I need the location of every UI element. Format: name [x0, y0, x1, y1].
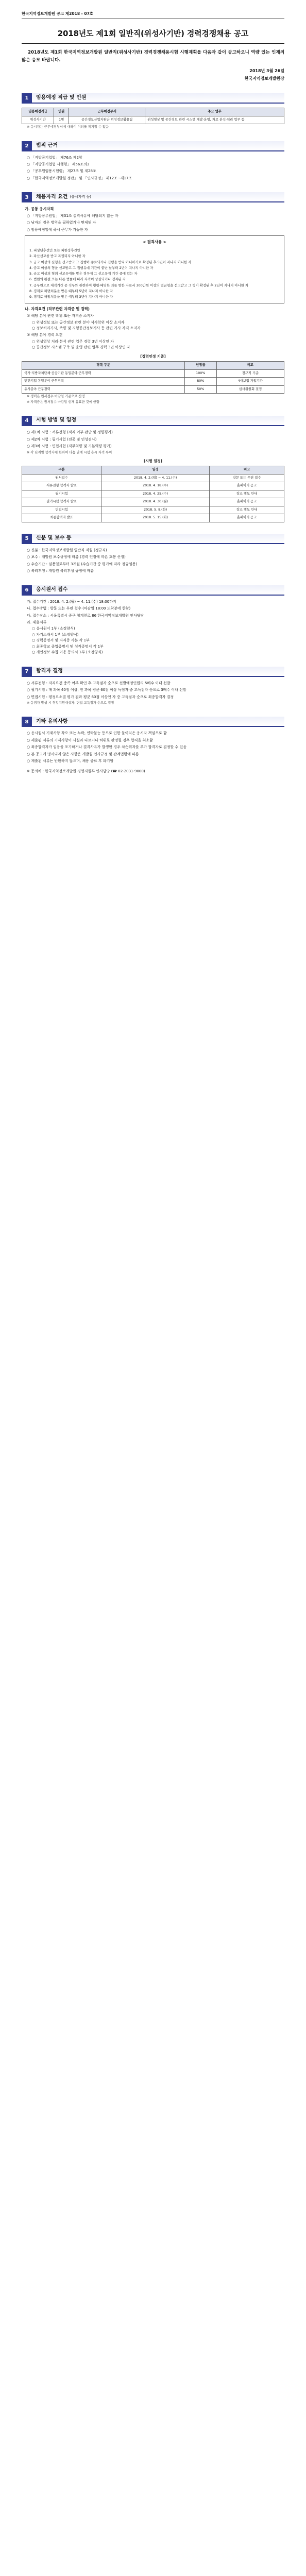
- list-item: ② 해당 분야 경력 요건: [27, 333, 63, 337]
- list-item: ○ 응시원서 기재사항 착오 또는 누락, 연락불능 등으로 인한 불이익은 응시자 책임으로 함: [27, 731, 167, 736]
- table-cell: 80%: [184, 378, 216, 386]
- section-2: [22, 141, 284, 181]
- list-item: ○ 서류전형 : 자격요건 충족 여부 확인 후 고득점자 순으로 선발예정인원의 5배수 이내 선발: [27, 681, 171, 685]
- list-item: ○ 최종학교 졸업증명서 및 성적증명서 각 1부: [32, 644, 104, 649]
- table-cell: 필기시험 합격자 발표: [22, 498, 101, 506]
- list-item: ○ 제2차 시험 : 필기시험 (전공 및 인성검사): [27, 437, 97, 442]
- subsection-title: 나. 자격요건 (직무관련 자격증 및 경력): [25, 307, 90, 312]
- section-title: 시험 방법 및 일정: [32, 416, 284, 426]
- issuing-org: 한국지역정보개발원장: [244, 76, 284, 81]
- table-header: 근무예정부서: [69, 108, 145, 116]
- section-number: 2: [22, 141, 32, 151]
- table-cell: 홈페이지 공고: [210, 498, 284, 506]
- table-row: [22, 369, 284, 378]
- table-row: [22, 498, 284, 506]
- table-cell: 홈페이지 공고: [210, 514, 284, 522]
- list-item: 나. 접수방법 : 방문 또는 우편 접수 (마감일 18:00 도착분에 한함): [27, 606, 131, 611]
- list-item: ○ 「공무원임용시험령」 제27조 및 제28조: [27, 169, 96, 174]
- list-note: ※ 각 단계별 합격자에 한하여 다음 단계 시험 응시 자격 부여: [27, 450, 112, 454]
- section-3: [22, 192, 284, 404]
- table-caption: [경력인정 기준]: [140, 354, 166, 359]
- table-note: ※ 자격증은 원서접수 마감일 현재 유효한 것에 한함: [27, 400, 99, 404]
- table-cell: 2018. 4. 18.(수): [101, 482, 210, 490]
- table-cell: 2018. 4. 25.(수): [101, 490, 210, 498]
- section-title: 합격자 결정: [32, 667, 284, 677]
- list-item: ○ 제3차 시험 : 면접시험 (직무역량 및 기본역량 평가): [27, 444, 112, 449]
- disqualification-box: [25, 235, 284, 303]
- box-item: 3. 금고 이상의 실형을 선고받고 그 집행이 종료되거나 집행을 받지 아니하기로 확정된 후 5년이 지나지 아니한 자: [29, 260, 192, 264]
- table-cell: 2018. 5. 8.(화): [101, 506, 210, 514]
- list-item: 다. 접수장소 : 서울특별시 중구 청계천로 86 한국지역정보개발원 인사담당: [27, 613, 144, 618]
- section-number: 4: [22, 416, 32, 426]
- list-item: ○ 제1차 시험 : 서류전형 (적격 여부 판단 및 정량평가): [27, 430, 113, 435]
- list-item: ○ 본 공고에 명시되지 않은 사항은 개발원 인사규정 및 관계법령에 따름: [27, 752, 139, 756]
- section-title: 임용예정 직급 및 인원: [32, 93, 284, 104]
- section-header: [22, 192, 284, 202]
- list-item: ○ 「지방공무원법」 제31조 결격사유에 해당되지 않는 자: [27, 214, 118, 218]
- table-cell: 2018. 4. 30.(월): [101, 498, 210, 506]
- table-header: 일정: [101, 466, 210, 474]
- box-item: 1. 피성년후견인 또는 피한정후견인: [29, 248, 80, 253]
- list-item: ① 해당 분야 관련 학위 또는 자격증 소지자: [27, 314, 94, 318]
- table-header: 주요 업무: [145, 108, 284, 116]
- table-cell: 유사분야 근무경력: [22, 385, 185, 394]
- section-number: 3: [22, 192, 32, 202]
- section-number: 8: [22, 717, 32, 727]
- table-cell: 홈페이지 공고: [210, 482, 284, 490]
- table-header: 인원: [54, 108, 69, 116]
- table-cell: 민간기업 동일분야 근무경력: [22, 378, 185, 386]
- table-row: [22, 482, 284, 490]
- list-item: ○ 면접시험 : 평정요소별 평가 결과 평균 60점 이상인 자 중 고득점자 순으로 최종합격자 결정: [27, 694, 174, 699]
- list-item: ○ 자기소개서 1부 (소정양식): [32, 632, 79, 637]
- table-cell: 필기시험: [22, 490, 101, 498]
- box-item: 5. 금고 이상의 형의 선고유예를 받은 경우에 그 선고유예 기간 중에 있는 자: [29, 272, 138, 276]
- list-item: ○ 공간정보 시스템 구축 및 운영 관련 업무 경력 3년 이상인 자: [32, 345, 130, 350]
- table-cell: 위성영상 및 공간정보 관련 시스템 개발·운영, 자료 분석·처리 업무 등: [145, 116, 284, 124]
- list-item: ○ 남자의 경우 병역을 필하였거나 면제된 자: [27, 221, 96, 225]
- table-cell: 공간정보산업지원단 위성정보활용팀: [69, 116, 145, 124]
- list-item: 라. 제출서류: [27, 620, 47, 624]
- section-header: [22, 667, 284, 677]
- table-cell: 심사위원회 결정: [216, 385, 284, 394]
- section-number: 1: [22, 93, 32, 104]
- box-item: 6. 법원의 판결 또는 다른 법률에 따라 자격이 상실되거나 정지된 자: [29, 277, 126, 282]
- table-cell: 1명: [54, 116, 69, 124]
- table-cell: 면접시험: [22, 506, 101, 514]
- section-8: [22, 717, 284, 774]
- subsection-title: 가. 공통 응시자격: [25, 207, 54, 212]
- table-cell: 2018. 4. 2.(월) ~ 4. 11.(수): [101, 474, 210, 482]
- notice-date: 2018년 3월 26일: [249, 69, 284, 74]
- list-item: ○ 보수 : 개발원 보수규정에 따름 (경력 인정에 따른 호봉 산정): [27, 555, 126, 560]
- section-header: [22, 93, 284, 104]
- table-header: 임용예정직급: [22, 108, 54, 116]
- table-row: [22, 490, 284, 498]
- career-table: [22, 361, 284, 394]
- box-item: 8. 징계로 파면처분을 받은 때부터 5년이 지나지 아니한 자: [29, 289, 113, 293]
- section-number: 6: [22, 585, 32, 596]
- section-header: [22, 534, 284, 544]
- table-row: [22, 514, 284, 522]
- list-item: ○ 응시원서 1부 (소정양식): [32, 626, 75, 631]
- section-title: 기타 유의사항: [32, 717, 284, 727]
- list-item: ○ 위성영상 처리·분석 관련 업무 경력 3년 이상인 자: [32, 339, 114, 344]
- table-cell: 장소 별도 안내: [210, 490, 284, 498]
- table-cell: 서류전형 합격자 발표: [22, 482, 101, 490]
- table-cell: 4대보험 가입기간: [216, 378, 284, 386]
- table-cell: 최종합격자 발표: [22, 514, 101, 522]
- section-7: [22, 667, 284, 706]
- table-row: [22, 116, 284, 124]
- list-item: ○ 「지방공기업법」 제76조 제2항: [27, 155, 82, 160]
- list-item: ○ 「한국지역정보개발원 정관」 및 「인사규정」 제12조~제17조: [27, 176, 132, 180]
- table-header: 비고: [216, 362, 284, 370]
- table-header: 경력 구분: [22, 362, 185, 370]
- list-item: ○ 신분 : 한국지역정보개발원 일반직 직원 (정규직): [27, 548, 107, 552]
- section-subtitle: (응시자격 등): [70, 194, 91, 199]
- list-item: ○ 필기시험 : 매 과목 40점 이상, 전 과목 평균 60점 이상 득점자 중 고득점자 순으로 3배수 이내 선발: [27, 688, 186, 692]
- table-cell: 방문 또는 우편 접수: [210, 474, 284, 482]
- list-item: ○ 수습기간 : 임용일로부터 3개월 (수습기간 중 평가에 따라 정규임용): [27, 562, 138, 566]
- title-divider: [22, 43, 284, 44]
- section-5: [22, 534, 284, 574]
- page-title: 2018년도 제1회 일반직(위성사기반) 경력경쟁채용 공고: [57, 29, 249, 39]
- schedule-table: [22, 466, 284, 522]
- table-cell: 100%: [184, 369, 216, 378]
- table-row: [22, 474, 284, 482]
- table-cell: 원서접수: [22, 474, 101, 482]
- position-table: [22, 108, 284, 124]
- table-row: [22, 385, 284, 394]
- table-cell: 위성사기반: [22, 116, 54, 124]
- list-item: ○ 위성정보 또는 공간정보 관련 분야 석사학위 이상 소지자: [32, 320, 125, 325]
- table-note: ※ 경력은 원서접수 마감일 기준으로 산정: [27, 395, 85, 399]
- section-6: [22, 585, 284, 655]
- list-item: ○ 경력증명서 및 자격증 사본 각 1부: [32, 638, 90, 643]
- table-row: [22, 506, 284, 514]
- list-item: ○ 최종합격자가 임용을 포기하거나 결격사유가 발생한 경우 차순위자를 추가 합격자로 결정할 수 있음: [27, 745, 187, 750]
- box-item: 2. 파산선고를 받고 복권되지 아니한 자: [29, 254, 86, 259]
- section-title: 신분 및 보수 등: [32, 534, 284, 544]
- table-row: [22, 378, 284, 386]
- list-item: ○ 「지방공기업법 시행령」 제56조의3: [27, 162, 90, 166]
- section-title: [32, 192, 284, 202]
- table-cell: 국가·지방자치단체·공공기관 동일분야 근무경력: [22, 369, 185, 378]
- section-number: 5: [22, 534, 32, 544]
- list-item: ○ 제출된 서류는 반환하지 않으며, 채용 종료 후 파기함: [27, 759, 114, 764]
- box-item: 4. 금고 이상의 형을 선고받고 그 집행유예 기간이 끝난 날부터 2년이 지나지 아니한 자: [29, 265, 154, 270]
- section-header: [22, 141, 284, 151]
- table-cell: 정규직 기준: [216, 369, 284, 378]
- section-4: [22, 416, 284, 522]
- notice-number: 한국지역정보개발원 공고 제2018 - 07호: [22, 0, 284, 19]
- list-item: ○ 복리후생 : 개발원 복리후생 규정에 따름: [27, 569, 94, 573]
- box-item: 7. 공무원으로 재직기간 중 직무와 관련하여 횡령·배임한 죄를 범한 자로서 300만원 이상의 벌금형을 선고받고 그 형이 확정된 후 2년이 지나지 아니한 자: [29, 283, 249, 287]
- table-caption: [시험 일정]: [144, 459, 162, 463]
- table-cell: 장소 별도 안내: [210, 506, 284, 514]
- box-item: 9. 징계로 해임처분을 받은 때부터 3년이 지나지 아니한 자: [29, 295, 113, 299]
- list-item: ○ 정보처리기사, 측량 및 지형공간정보기사 등 관련 기사 자격 소지자: [32, 326, 141, 330]
- table-header: 구분: [22, 466, 101, 474]
- section-title-text: 채용자격 요건: [36, 194, 68, 200]
- section-header: [22, 585, 284, 596]
- section-1: [22, 93, 284, 130]
- list-item: 가. 접수기간 : 2018. 4. 2.(월) ~ 4. 11.(수) 18:00까지: [27, 599, 116, 604]
- table-header: 인정률: [184, 362, 216, 370]
- table-header: 비고: [210, 466, 284, 474]
- table-note: ※ 응시자는 근무예정부서에 대하여 이의를 제기할 수 없음: [27, 125, 109, 129]
- section-number: 7: [22, 667, 32, 677]
- section-header: [22, 717, 284, 727]
- intro-paragraph: 2018년도 제1회 한국지역정보개발원 일반직(위성사기반) 경력경쟁채용시험 시행계획을 다음과 같이 공고하오니 역량 있는 인재의 많은 응모 바랍니다.: [22, 50, 284, 63]
- list-note: ※ 동점자 발생 시 취업지원대상자, 면접 고득점자 순으로 결정: [27, 701, 114, 705]
- section-header: [22, 416, 284, 426]
- box-title: < 결격사유 >: [142, 240, 167, 245]
- section-title: 응시원서 접수: [32, 585, 284, 596]
- list-item: ○ 개인정보 수집·이용 동의서 1부 (소정양식): [32, 650, 103, 655]
- contact-info: ※ 문의처 : 한국지역정보개발원 경영지원부 인사담당 (☎ 02-2031-9000): [27, 769, 145, 773]
- section-title: 법적 근거: [32, 141, 284, 151]
- table-cell: 50%: [184, 385, 216, 394]
- list-item: ○ 임용예정일에 즉시 근무가 가능한 자: [27, 227, 88, 232]
- list-item: ○ 제출된 서류의 기재사항이 사실과 다르거나 허위로 판명될 경우 합격을 취소함: [27, 738, 153, 742]
- table-cell: 2018. 5. 15.(화): [101, 514, 210, 522]
